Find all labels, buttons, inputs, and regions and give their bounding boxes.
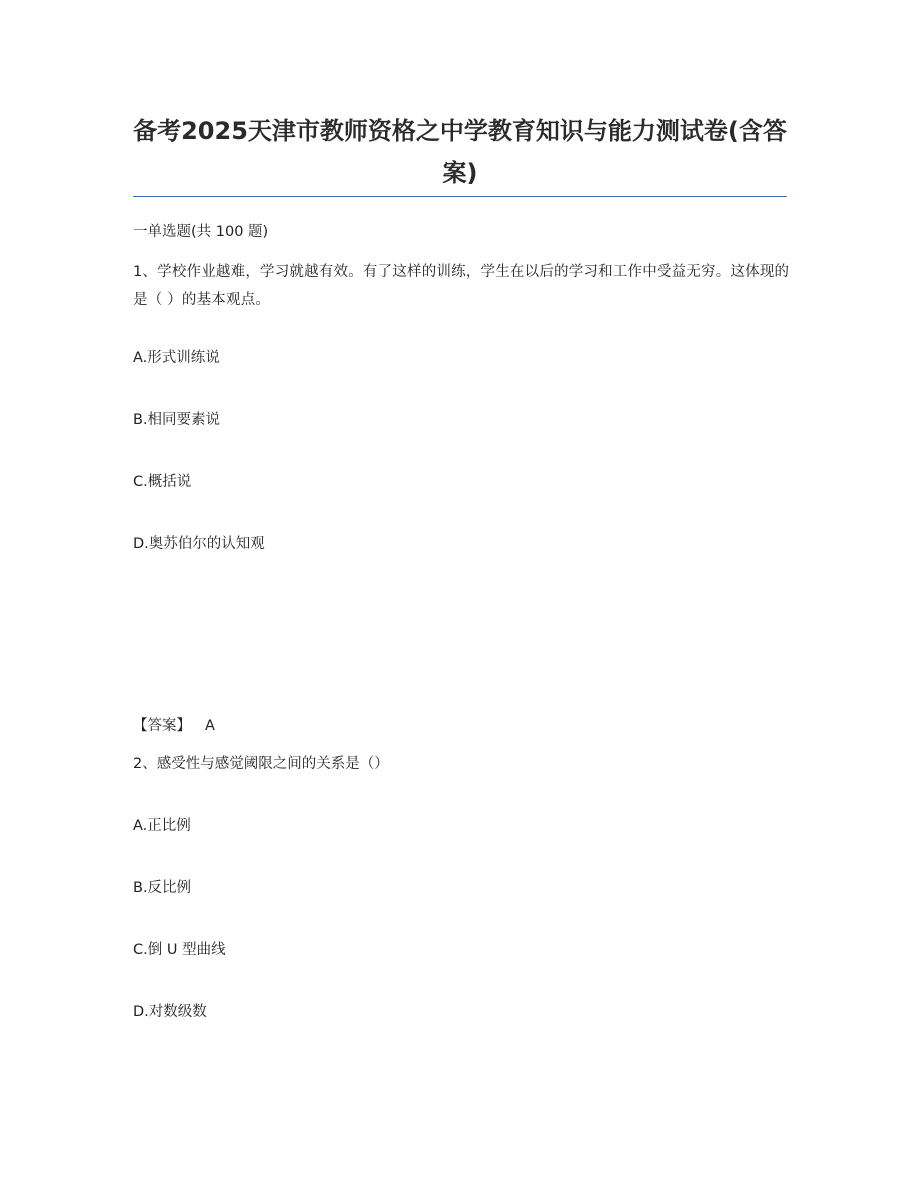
answer-label: 【答案】 xyxy=(133,718,191,734)
document-title: 备考2025天津市教师资格之中学教育知识与能力测试卷(含答案) xyxy=(133,117,787,187)
question-1-option-d: D.奥苏伯尔的认知观 xyxy=(133,536,265,552)
question-1-stem: 1、学校作业越难，学习就越有效。有了这样的训练，学生在以后的学习和工作中受益无穷。这体现的是（ ）的基本观点。 xyxy=(133,264,790,308)
question-2-option-a: A.正比例 xyxy=(133,818,191,834)
question-1-option-a: A.形式训练说 xyxy=(133,350,220,366)
question-2-stem: 2、感受性与感觉阈限之间的关系是（） xyxy=(133,756,389,772)
question-1-option-c: C.概括说 xyxy=(133,474,192,490)
title-divider xyxy=(133,196,787,197)
question-2-option-c: C.倒 U 型曲线 xyxy=(133,942,226,958)
answer-value: A xyxy=(205,718,215,734)
question-1-option-b: B.相同要素说 xyxy=(133,412,221,428)
question-2-option-d: D.对数级数 xyxy=(133,1004,207,1020)
section-heading: 一单选题(共 100 题) xyxy=(133,224,269,240)
question-2-option-b: B.反比例 xyxy=(133,880,192,896)
question-1-answer xyxy=(133,714,215,738)
